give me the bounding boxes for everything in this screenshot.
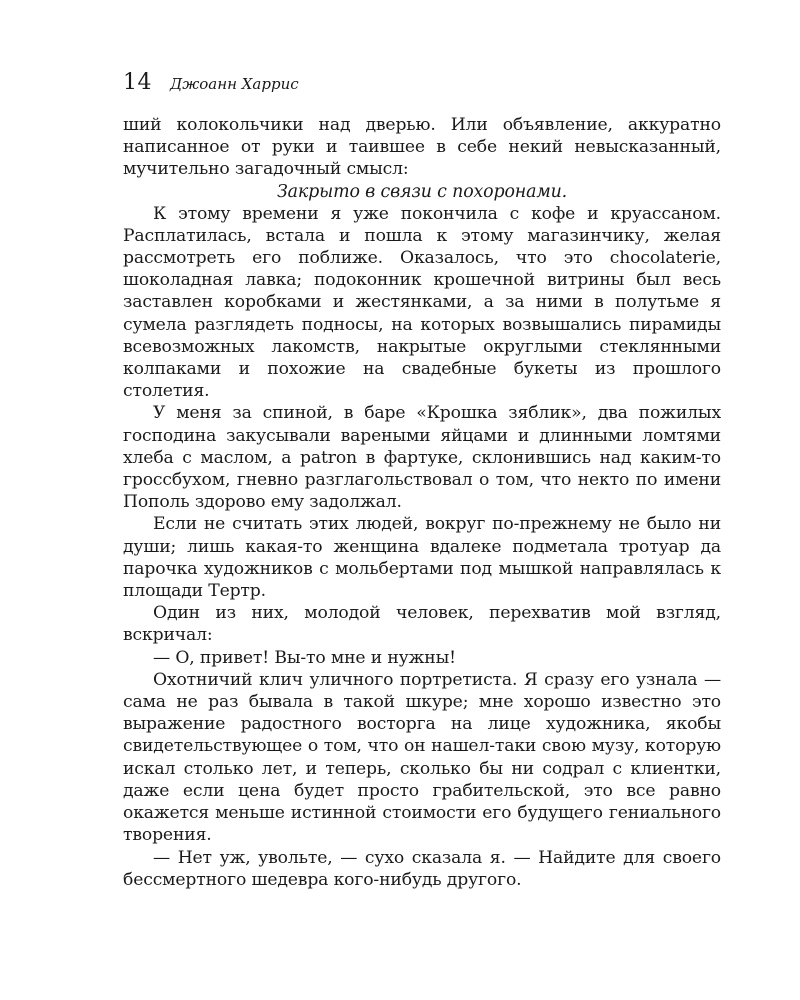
body-text [123,114,721,891]
paragraph: Один из них, молодой человек, перехватив мой взгляд, вскричал: [123,603,721,646]
paragraph-continued: ший колокольчики над дверью. Или объявление, аккуратно написанное от руки и таившее в себе некий невысказанный, мучительно загадочный смысл: [123,115,721,180]
running-head [123,70,721,100]
paragraph: Охотничий клич уличного портретиста. Я сразу его узнала — сама не раз бывала в такой шкуре; мне хорошо известно это выражение радостного восторга на лице художника, якобы свидетельствующее о том, что он нашел-таки свою музу, которую искал столько лет, и теперь, сколько бы ни содрал с клиентки, даже если цена будет просто грабительской, это все равно окажется меньше истинной стоимости его будущего гениального творения. [123,669,721,846]
book-page [123,70,721,891]
closed-notice: Закрыто в связи с похоронами. [276,181,568,202]
dialogue-line: — О, привет! Вы-то мне и нужны! [153,647,456,668]
paragraph: У меня за спиной, в баре «Крошка зяблик», два пожилых господина закусывали вареными яйцами и длинными ломтями хлеба с маслом, а patron в фартуке, склонившись над каким-то гроссбухом, гневно разглагольствовал о том, что некто по имени Пополь здорово ему задолжал. [123,403,721,513]
running-title: Джоанн Харрис [170,75,299,93]
paragraph: К этому времени я уже покончила с кофе и круассаном. Расплатилась, встала и пошла к этому магазинчику, желая рассмотреть его поближе. Оказалось, что это chocolaterie, шоколадная лавка; подоконник крошечной витрины был весь заставлен коробками и жестянками, а за ними в полутьме я сумела разглядеть подносы, на которых возвышались пирамиды всевозможных лакомств, накрытые округлыми стеклянными колпаками и похожие на свадебные букеты из прошлого столетия. [123,203,721,402]
page-number: 14 [123,70,152,95]
dialogue-line: — Нет уж, увольте, — сухо сказала я. — Найдите для своего бессмертного шедевра кого-нибудь другого. [123,847,721,890]
paragraph: Если не считать этих людей, вокруг по-прежнему не было ни души; лишь какая-то женщина вдалеке подметала тротуар да парочка художников с мольбертами под мышкой направлялась к площади Тертр. [123,514,721,602]
